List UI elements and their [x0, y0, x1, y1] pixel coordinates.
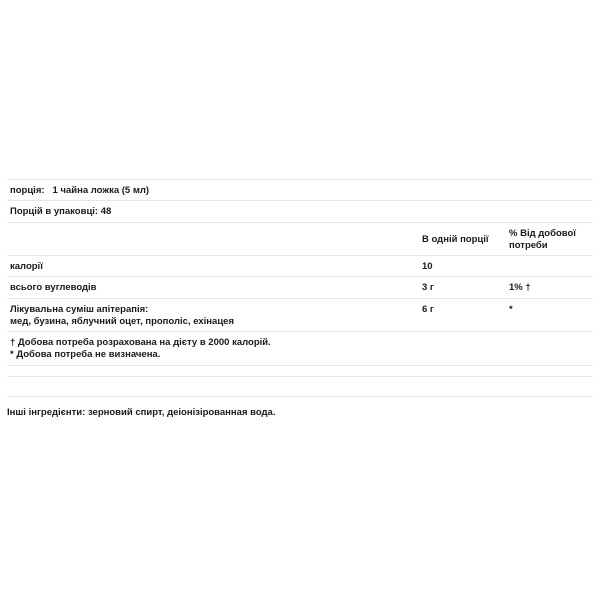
nutrient-amount: 3 г: [422, 282, 434, 293]
divider: [7, 365, 593, 376]
servings-per-container: Порцій в упаковці: 48: [10, 206, 112, 217]
nutrient-name: калорії: [10, 261, 43, 272]
blend-ingredients: мед, бузина, яблучний оцет, прополіс, ехінацея: [10, 316, 234, 327]
table-header-row: [7, 222, 593, 255]
nutrient-dv: 1% †: [509, 282, 531, 293]
nutrient-amount: 6 г: [422, 304, 434, 315]
supplement-facts-table: [7, 179, 593, 397]
header-daily-value: % Від добової потреби: [509, 228, 576, 251]
servings-per-container-row: [7, 200, 593, 222]
table-row: [7, 298, 593, 331]
serving-size-value: 1 чайна ложка (5 мл): [52, 185, 150, 196]
footnotes-row: [7, 331, 593, 365]
footnote-asterisk: * Добова потреба не визначена.: [10, 349, 161, 360]
other-ingredients: Інші інгредієнти: зерновий спирт, деіонізірованная вода.: [7, 407, 276, 418]
blend-title: Лікувальна суміш апітерапія:: [10, 304, 149, 315]
nutrient-name: всього вуглеводів: [10, 282, 97, 293]
table-row: [7, 276, 593, 298]
header-per-serving: В одній порції: [422, 234, 489, 245]
divider: [7, 376, 593, 397]
nutrient-dv: *: [509, 304, 513, 315]
nutrient-amount: 10: [422, 261, 433, 272]
footnotes: [10, 337, 271, 361]
footnote-dagger: † Добова потреба розрахована на дієту в 2000 калорій.: [10, 337, 271, 348]
serving-size: [10, 185, 149, 197]
table-row: [7, 255, 593, 276]
serving-size-row: [7, 179, 593, 200]
serving-size-label: порція:: [10, 185, 45, 196]
nutrient-name: [10, 304, 234, 328]
